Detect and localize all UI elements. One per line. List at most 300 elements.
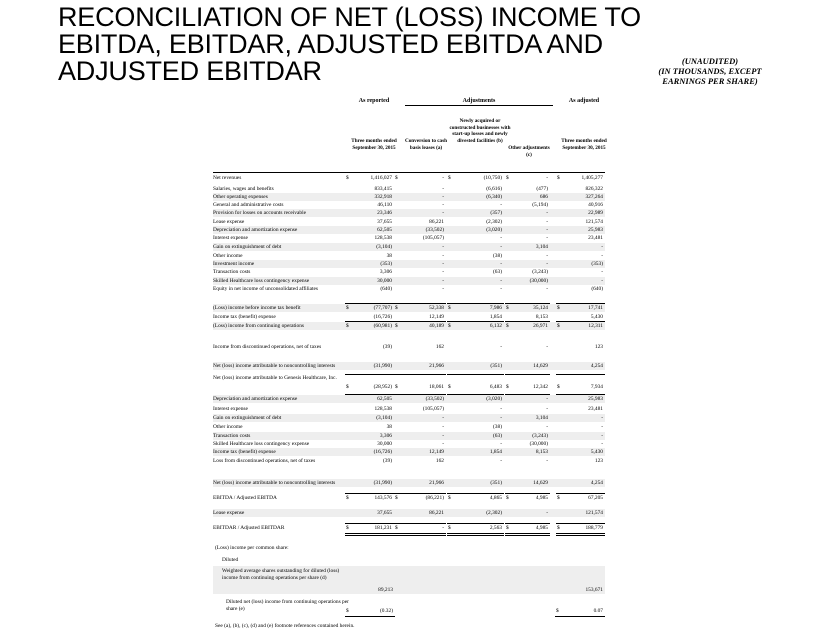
subtotal-rule	[345, 394, 394, 395]
row-value: 1,416,027	[370, 175, 392, 181]
table-row	[213, 509, 605, 517]
row-value: 23,481	[588, 235, 603, 241]
dollar-sign: $	[448, 175, 451, 181]
subtotal-rule	[345, 493, 394, 494]
subtotal-rule	[505, 523, 550, 524]
table-row	[213, 494, 605, 502]
row-value: -	[442, 194, 444, 200]
total-double-rule	[345, 535, 394, 536]
row-value: (6,616)	[486, 186, 502, 192]
table-row	[213, 243, 605, 251]
row-value: (3,020)	[486, 396, 502, 402]
dollar-sign: $	[448, 305, 451, 311]
dollar-sign: $	[557, 384, 560, 390]
row-value: (38)	[493, 424, 502, 430]
row-label: Net (loss) income attributable to Genesis Healthcare, Inc.	[213, 375, 337, 381]
row-value: (3,243)	[532, 269, 548, 275]
row-label: Net (loss) income attributable to noncontrolling interests	[213, 363, 336, 369]
row-value: 826,322	[585, 186, 603, 192]
row-value: (351)	[490, 363, 502, 369]
row-label: (Loss) income from continuing operations	[213, 323, 305, 329]
row-value: 3,104	[535, 415, 548, 421]
row-value: -	[442, 269, 444, 275]
row-value: 17,741	[588, 305, 603, 311]
eps-diluted-reported: (0.32)	[379, 608, 393, 614]
dollar-sign: $	[506, 175, 509, 181]
row-value: -	[546, 424, 548, 430]
dollar-sign: $	[506, 495, 509, 501]
row-label: Transaction costs	[213, 433, 251, 439]
row-label: Investment income	[213, 261, 255, 267]
row-label: Skilled Healthcare loss contingency expense	[213, 441, 310, 447]
subtotal-rule	[394, 394, 446, 395]
total-double-rule	[556, 535, 605, 536]
eps-diluted: Diluted	[222, 557, 239, 563]
row-value: -	[601, 253, 603, 259]
row-value: -	[442, 441, 444, 447]
dollar-sign: $	[346, 305, 349, 311]
total-double-rule	[345, 533, 394, 534]
row-value: -	[500, 406, 502, 412]
row-value: -	[442, 278, 444, 284]
unaudited-line: (UNAUDITED)	[681, 56, 739, 66]
row-value: 12,311	[588, 323, 603, 329]
row-value: (357)	[490, 210, 502, 216]
dollar-sign: $	[346, 175, 349, 181]
row-value: -	[601, 244, 603, 250]
row-value: 30,000	[377, 278, 392, 284]
subtotal-rule	[556, 523, 605, 524]
col-header-adjusted: Three months ended September 30, 2015	[561, 138, 607, 151]
row-value: 2,563	[489, 525, 502, 531]
group-header-reported: As reported	[358, 98, 390, 104]
table-row	[213, 201, 605, 209]
table-row	[213, 277, 605, 285]
subtotal-rule	[394, 321, 446, 322]
row-value: 37,655	[377, 219, 392, 225]
eps-weighted-adjusted: 153,671	[585, 587, 603, 593]
row-value: 26,971	[533, 323, 548, 329]
row-label: Transaction costs	[213, 269, 251, 275]
row-label: Equity in net income of unconsolidated affiliates	[213, 286, 318, 292]
row-value: -	[546, 210, 548, 216]
subtotal-rule	[447, 523, 504, 524]
row-value: -	[442, 175, 444, 181]
col-header-conversion: Conversion to cash basis leases (a)	[404, 138, 448, 151]
total-double-rule	[447, 533, 504, 534]
row-value: 40,916	[588, 202, 603, 208]
row-value: 23,346	[377, 210, 392, 216]
row-label: Other income	[213, 253, 243, 259]
dollar-sign: $	[448, 495, 451, 501]
subtotal-rule	[505, 303, 550, 304]
row-value: (3,104)	[376, 244, 392, 250]
row-value: (3,020)	[486, 227, 502, 233]
row-value: 5,430	[590, 314, 603, 320]
eps-diluted-adjusted: 0.07	[593, 608, 603, 614]
row-value: 3,306	[379, 433, 392, 439]
table-row	[213, 174, 605, 182]
row-value: (33,502)	[425, 396, 444, 402]
row-label: (Loss) income before income tax benefit	[213, 305, 301, 311]
eps-diluted-label: Diluted net (loss) income from continuing operations per share (e)	[226, 599, 349, 612]
row-value: -	[442, 433, 444, 439]
row-value: -	[442, 253, 444, 259]
row-value: (39)	[383, 344, 392, 350]
subtotal-rule	[345, 303, 394, 304]
table-row	[213, 440, 605, 448]
row-label: Depreciation and amortization expense	[213, 396, 298, 402]
table-row	[213, 362, 605, 370]
row-label: Depreciation and amortization expense	[213, 227, 298, 233]
row-value: -	[442, 525, 444, 531]
row-label: Income tax (benefit) expense	[213, 449, 276, 455]
row-value: 162	[435, 344, 444, 350]
row-value: -	[546, 396, 548, 402]
dollar-sign: $	[506, 384, 509, 390]
row-value: (60,981)	[373, 323, 392, 329]
row-value: 37,655	[377, 510, 392, 516]
row-value: 4,254	[590, 480, 603, 486]
row-label: Income tax (benefit) expense	[213, 314, 276, 320]
row-label: Lease expense	[213, 510, 245, 516]
row-value: (353)	[591, 261, 603, 267]
row-value: (10,750)	[483, 175, 502, 181]
dollar-sign: $	[506, 525, 509, 531]
row-value: -	[442, 415, 444, 421]
row-value: -	[546, 261, 548, 267]
row-value: -	[500, 344, 502, 350]
row-value: 7,934	[590, 384, 603, 390]
page-title: RECONCILIATION OF NET (LOSS) INCOME TO EBITDA, EBITDAR, ADJUSTED EBITDA AND ADJUSTED EBITDAR	[58, 2, 641, 86]
row-label: Salaries, wages and benefits	[213, 186, 274, 192]
row-value: (640)	[591, 286, 603, 292]
row-value: 86,221	[429, 510, 444, 516]
row-label: EBITDA / Adjusted EBITDA	[213, 495, 277, 501]
row-value: -	[601, 278, 603, 284]
row-value: (38)	[493, 253, 502, 259]
table-row	[213, 260, 605, 268]
subtotal-rule	[394, 303, 446, 304]
row-value: -	[442, 202, 444, 208]
subtotal-rule	[556, 303, 605, 304]
row-value: (77,707)	[373, 305, 392, 311]
row-value: 4,865	[489, 495, 502, 501]
dollar-sign: $	[395, 495, 398, 501]
row-value: -	[500, 441, 502, 447]
row-value: (30,000)	[529, 278, 548, 284]
row-value: 4,985	[535, 495, 548, 501]
row-value: (86,221)	[425, 495, 444, 501]
table-row	[213, 524, 605, 532]
row-value: 35,124	[533, 305, 548, 311]
header-rule	[213, 172, 605, 173]
row-value: 12,149	[429, 314, 444, 320]
table-row	[213, 218, 605, 226]
dollar-sign: $	[557, 323, 560, 329]
group-header-adjusted: As adjusted	[568, 98, 600, 104]
row-value: (39)	[383, 458, 392, 464]
row-value: 7,986	[489, 305, 502, 311]
row-value: 67,205	[588, 495, 603, 501]
subtotal-rule	[345, 523, 394, 524]
row-value: 1,854	[489, 314, 502, 320]
eps-weighted-label: Weighted average shares outstanding for diluted (loss) income from continuing operations per share (d)	[222, 568, 340, 581]
row-value: -	[601, 433, 603, 439]
group-header-adjustments: Adjustments	[405, 98, 553, 106]
subtotal-rule	[447, 303, 504, 304]
row-value: (105,057)	[422, 406, 444, 412]
subtotal-rule	[556, 493, 605, 494]
row-value: -	[500, 415, 502, 421]
row-value: 40,189	[429, 323, 444, 329]
table-row	[213, 448, 605, 456]
row-value: 22,989	[588, 210, 603, 216]
row-value: -	[601, 269, 603, 275]
row-value: 52,338	[429, 305, 444, 311]
row-value: 3,306	[379, 269, 392, 275]
row-value: 21,966	[429, 480, 444, 486]
dollar-sign: $	[346, 323, 349, 329]
subtotal-rule	[447, 394, 504, 395]
row-value: 46,110	[377, 202, 392, 208]
subtotal-rule	[505, 321, 550, 322]
col-header-newly-acquired: Newly acquired or constructed businesses with start-up losses and newly divested facilities (b)	[449, 118, 511, 144]
total-double-rule	[394, 533, 446, 534]
row-value: -	[546, 510, 548, 516]
dollar-sign: $	[506, 305, 509, 311]
table-row	[213, 193, 605, 201]
row-value: 12,149	[429, 449, 444, 455]
row-value: (33,502)	[425, 227, 444, 233]
total-double-rule	[556, 533, 605, 534]
table-row	[213, 285, 605, 293]
dollar-sign: $	[557, 305, 560, 311]
row-value: (31,990)	[373, 480, 392, 486]
unaudited-line: EARNINGS PER SHARE)	[662, 76, 758, 86]
row-value: -	[546, 175, 548, 181]
row-value: 5,430	[590, 449, 603, 455]
dollar-sign: $	[557, 175, 560, 181]
dollar-sign: $	[395, 384, 398, 390]
row-value: (3,243)	[532, 433, 548, 439]
subtotal-rule	[345, 321, 394, 322]
footnote: See (a), (b), (c), (d) and (e) footnote references contained herein.	[215, 623, 355, 629]
row-value: 6,483	[489, 384, 502, 390]
table-row	[213, 457, 605, 465]
row-value: -	[500, 261, 502, 267]
row-value: -	[500, 278, 502, 284]
unaudited-line: (IN THOUSANDS, EXCEPT	[658, 66, 762, 76]
row-label: Skilled Healthcare loss contingency expense	[213, 278, 310, 284]
row-value: 143,576	[374, 495, 392, 501]
row-value: (105,057)	[422, 235, 444, 241]
subtotal-rule	[447, 374, 504, 375]
table-row	[213, 209, 605, 217]
row-value: (2,302)	[486, 510, 502, 516]
dollar-sign: $	[346, 495, 349, 501]
total-double-rule	[447, 535, 504, 536]
row-value: -	[500, 286, 502, 292]
unaudited-note	[620, 56, 800, 86]
row-value: 8,153	[535, 449, 548, 455]
table-row	[213, 226, 605, 234]
total-double-rule	[505, 533, 550, 534]
eps-weighted-reported: 89,213	[378, 587, 393, 593]
row-value: 12,342	[533, 384, 548, 390]
row-value: 121,574	[585, 219, 603, 225]
row-value: 128,538	[374, 406, 392, 412]
row-value: 327,264	[585, 194, 603, 200]
row-value: 38	[386, 253, 392, 259]
dollar-sign: $	[448, 384, 451, 390]
row-value: 62,505	[377, 227, 392, 233]
row-value: 38	[386, 424, 392, 430]
row-value: 8,153	[535, 314, 548, 320]
row-label: Interest expense	[213, 406, 248, 412]
row-value: 25,983	[588, 396, 603, 402]
eps-dollar-reported: $	[346, 608, 349, 614]
row-value: (16,726)	[373, 449, 392, 455]
row-value: 14,629	[533, 480, 548, 486]
dollar-sign: $	[557, 525, 560, 531]
row-value: 4,985	[535, 525, 548, 531]
row-value: (31,990)	[373, 363, 392, 369]
row-value: (353)	[380, 261, 392, 267]
eps-heading: (Loss) income per common share:	[215, 545, 289, 551]
table-row	[213, 304, 605, 312]
row-value: -	[442, 244, 444, 250]
row-value: 128,538	[374, 235, 392, 241]
row-label: Other income	[213, 424, 243, 430]
row-value: 62,505	[377, 396, 392, 402]
row-value: -	[546, 344, 548, 350]
row-label: Net (loss) income attributable to noncontrolling interests	[213, 480, 336, 486]
row-value: -	[601, 415, 603, 421]
row-value: 123	[594, 344, 603, 350]
subtotal-rule	[505, 394, 550, 395]
row-value: (351)	[490, 480, 502, 486]
subtotal-rule	[447, 493, 504, 494]
subtotal-rule	[505, 374, 550, 375]
row-value: 18,061	[429, 384, 444, 390]
row-label: Income from discontinued operations, net of taxes	[213, 344, 322, 350]
table-row	[213, 414, 605, 422]
table-row	[213, 395, 605, 403]
eps-underline	[555, 616, 605, 617]
row-label: General and administrative costs	[213, 202, 284, 208]
row-value: 14,629	[533, 363, 548, 369]
row-value: -	[442, 210, 444, 216]
row-value: 162	[435, 458, 444, 464]
eps-dollar-adjusted: $	[556, 608, 559, 614]
table-row	[213, 479, 605, 487]
row-value: -	[546, 219, 548, 225]
table-row	[213, 432, 605, 440]
dollar-sign: $	[506, 323, 509, 329]
table-row	[213, 405, 605, 413]
dollar-sign: $	[395, 175, 398, 181]
row-value: 21,966	[429, 363, 444, 369]
row-value: (6,340)	[486, 194, 502, 200]
table-row	[213, 423, 605, 431]
row-label: Gain on extinguishment of debt	[213, 244, 282, 250]
table-row	[213, 234, 605, 242]
dollar-sign: $	[346, 525, 349, 531]
row-label: Loss from discontinued operations, net of taxes	[213, 458, 316, 464]
table-row	[213, 322, 605, 330]
row-value: -	[500, 458, 502, 464]
row-value: -	[546, 286, 548, 292]
total-double-rule	[394, 535, 446, 536]
subtotal-rule	[394, 374, 446, 375]
row-value: -	[546, 235, 548, 241]
row-label: EBITDAR / Adjusted EBITDAR	[213, 525, 285, 531]
row-value: 1,405,277	[581, 175, 603, 181]
dollar-sign: $	[346, 384, 349, 390]
dollar-sign: $	[395, 323, 398, 329]
dollar-sign: $	[395, 525, 398, 531]
row-value: 181,231	[374, 525, 392, 531]
row-label: Provision for losses on accounts receivable	[213, 210, 306, 216]
row-label: Interest expense	[213, 235, 248, 241]
row-value: 833,415	[374, 186, 392, 192]
subtotal-rule	[556, 394, 605, 395]
row-value: (477)	[536, 186, 548, 192]
row-value: 1,854	[489, 449, 502, 455]
row-value: -	[546, 253, 548, 259]
eps-underline	[345, 616, 395, 617]
dollar-sign: $	[448, 525, 451, 531]
table-row	[213, 185, 605, 193]
row-value: (3,104)	[376, 415, 392, 421]
dollar-sign: $	[557, 495, 560, 501]
row-value: (28,952)	[373, 384, 392, 390]
row-value: -	[546, 458, 548, 464]
row-value: -	[601, 424, 603, 430]
col-header-reported: Three months ended September 30, 2015	[351, 138, 397, 151]
row-value: (5,194)	[532, 202, 548, 208]
row-value: 332,918	[374, 194, 392, 200]
row-value: -	[442, 286, 444, 292]
col-header-other: Other adjustments (c)	[508, 145, 550, 158]
row-value: 86,221	[429, 219, 444, 225]
row-value: 30,000	[377, 441, 392, 447]
row-value: 188,779	[585, 525, 603, 531]
dollar-sign: $	[395, 305, 398, 311]
subtotal-rule	[447, 321, 504, 322]
table-row	[213, 343, 605, 351]
row-value: 6,132	[489, 323, 502, 329]
subtotal-rule	[345, 374, 394, 375]
row-value: (640)	[380, 286, 392, 292]
row-value: 23,481	[588, 406, 603, 412]
subtotal-rule	[505, 493, 550, 494]
subtotal-rule	[556, 374, 605, 375]
table-row	[213, 268, 605, 276]
row-value: -	[601, 441, 603, 447]
row-value: (63)	[493, 269, 502, 275]
subtotal-rule	[394, 493, 446, 494]
dollar-sign: $	[448, 323, 451, 329]
row-value: 121,574	[585, 510, 603, 516]
row-value: -	[442, 261, 444, 267]
total-double-rule	[505, 535, 550, 536]
row-value: -	[442, 186, 444, 192]
row-value: (30,000)	[529, 441, 548, 447]
row-value: -	[500, 235, 502, 241]
row-label: Other operating expenses	[213, 194, 268, 200]
